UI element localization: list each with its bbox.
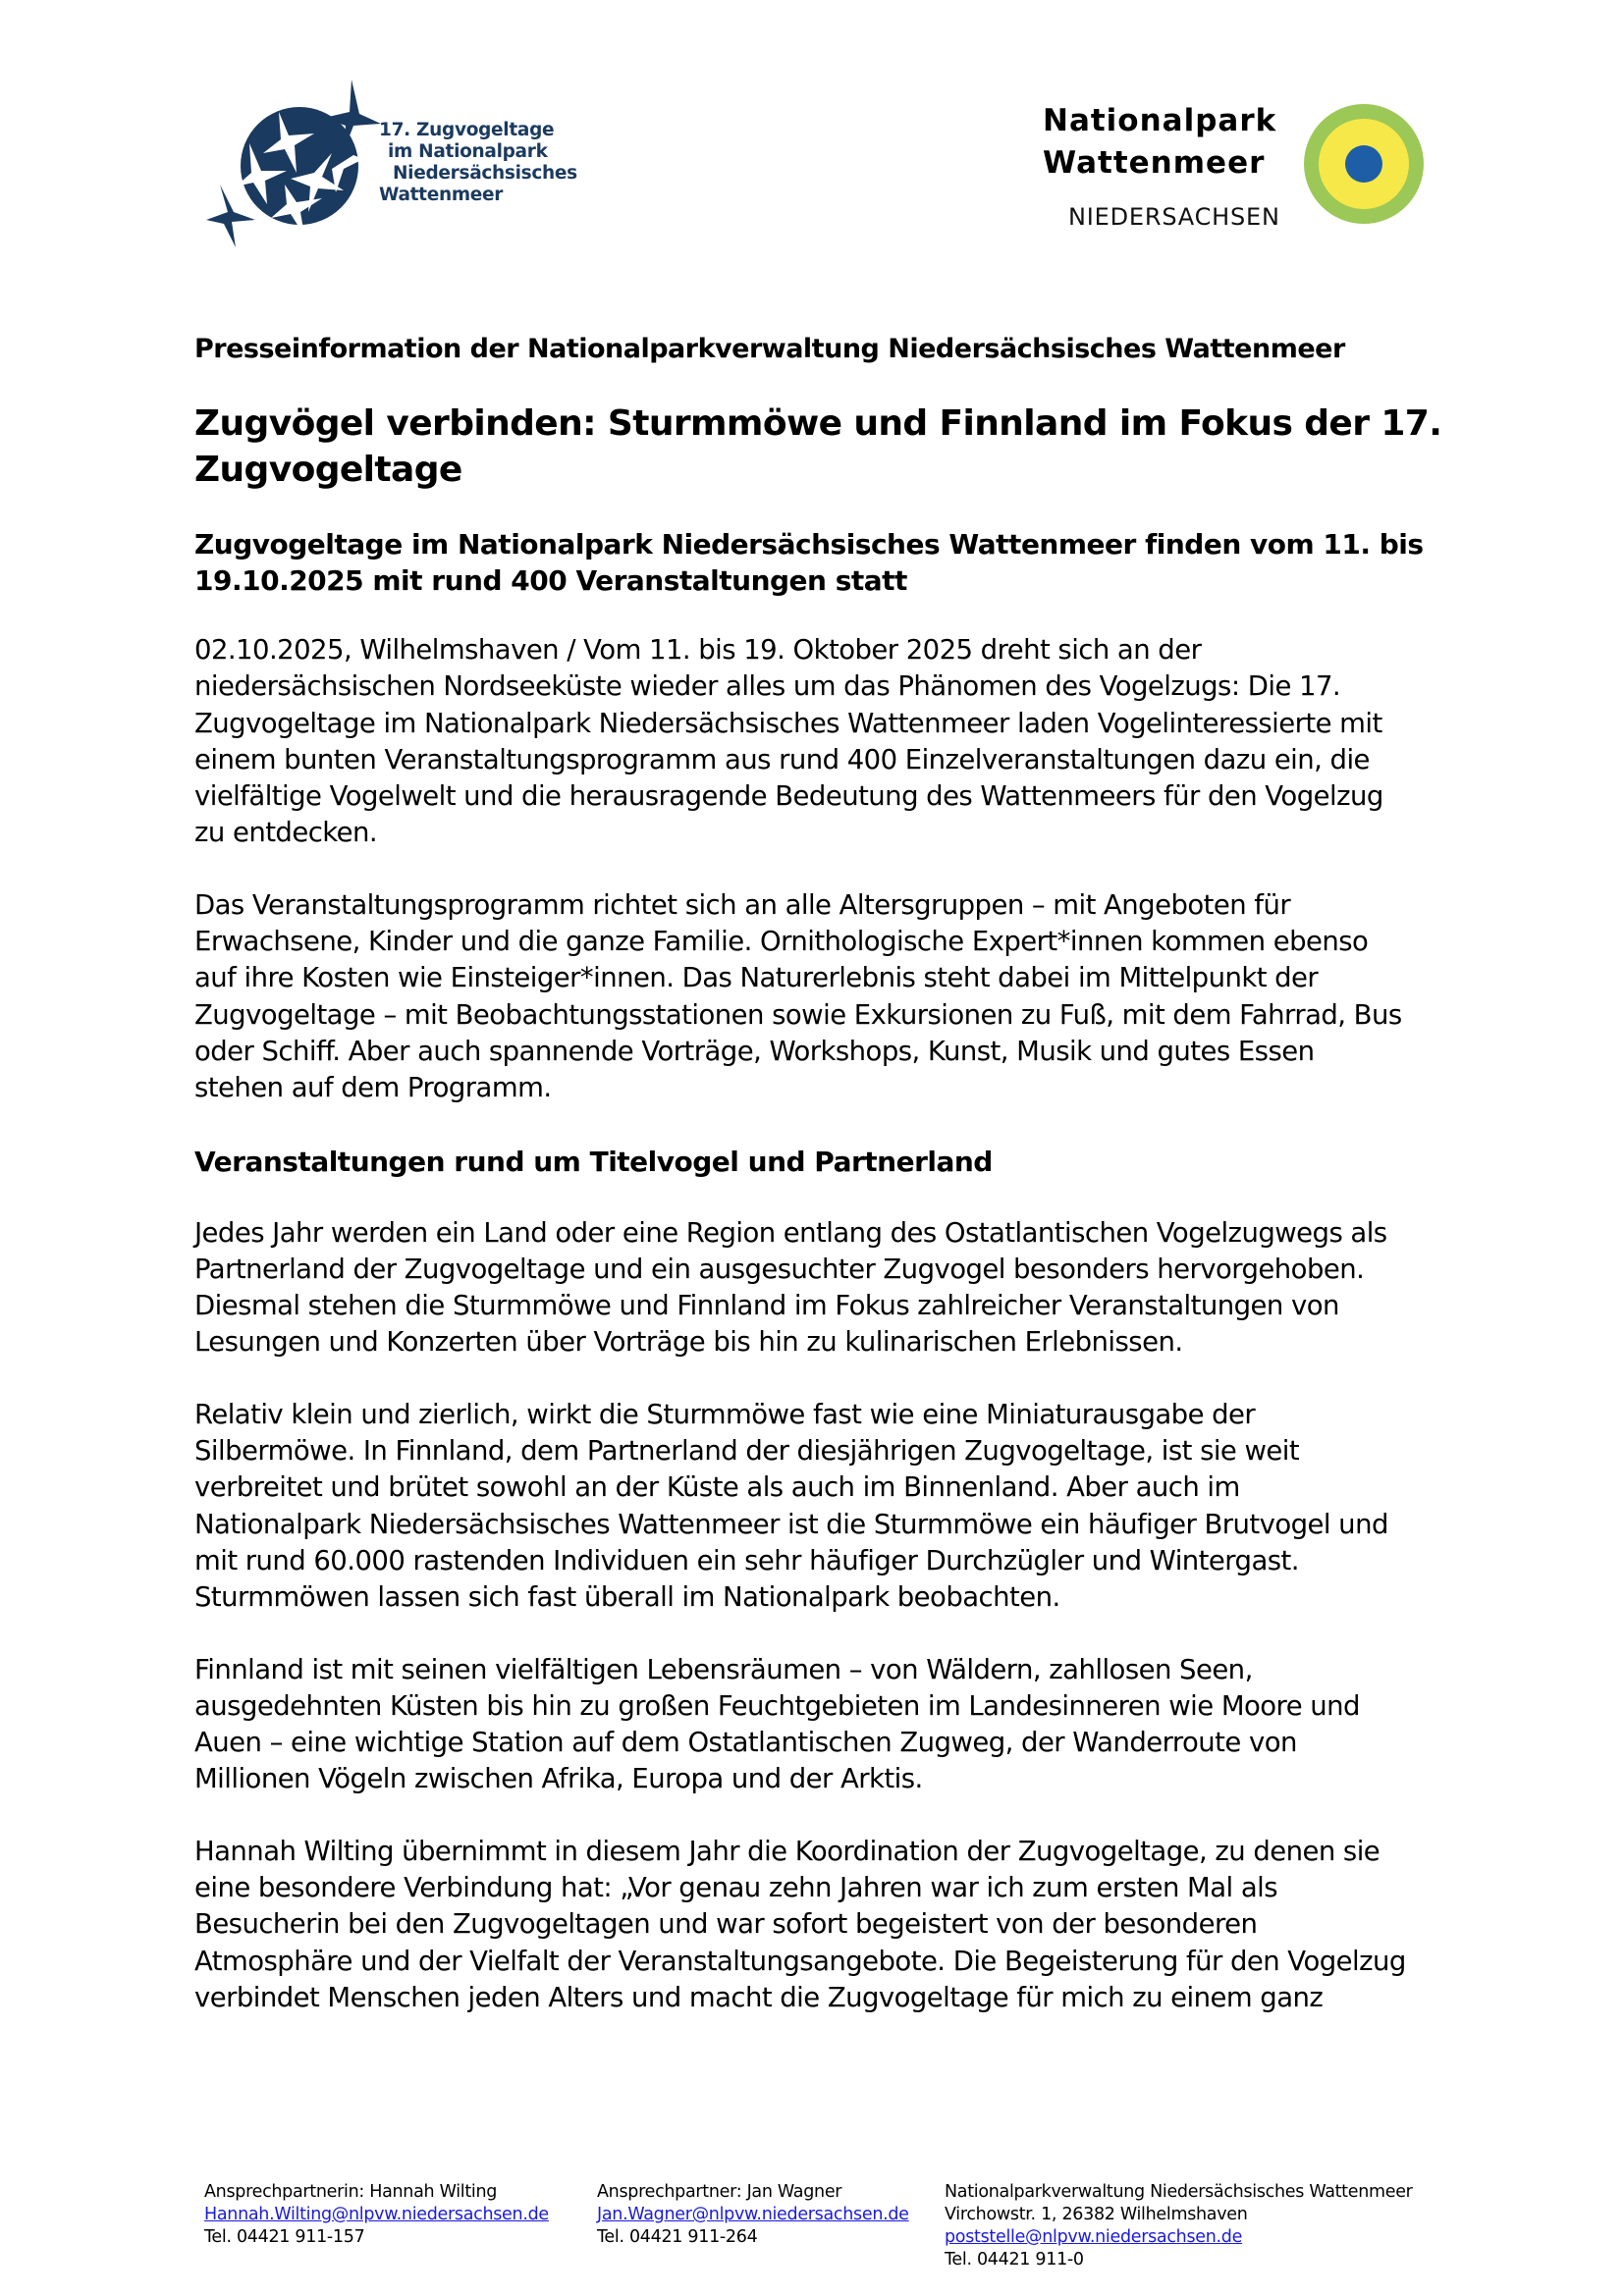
logo-line: Niedersächsisches bbox=[393, 163, 577, 184]
text-line: Lesungen und Konzerten über Vorträge bis hin zu kulinarischen Erlebnissen. bbox=[194, 1326, 1183, 1359]
logo-wordmark bbox=[1043, 100, 1276, 185]
zugvogeltage-logo-text bbox=[379, 120, 577, 206]
text-line: Besucherin bei den Zugvogeltagen und war sofort begeistert von der besonderen bbox=[194, 1908, 1258, 1941]
circle-center-dot bbox=[1345, 145, 1382, 183]
headline bbox=[194, 400, 1461, 493]
text-line: Das Veranstaltungsprogramm richtet sich an alle Altersgruppen – mit Angeboten für bbox=[194, 888, 1291, 921]
logo-line: Wattenmeer bbox=[379, 185, 504, 205]
text-line: einem bunten Veranstaltungsprogramm aus rund 400 Einzelveranstaltungen dazu ein, die bbox=[194, 743, 1370, 775]
contact-email-link[interactable]: Hannah.Wilting@nlpvw.niedersachsen.de bbox=[204, 2205, 549, 2224]
text-line: eine besondere Verbindung hat: „Vor genau zehn Jahren war ich zum ersten Mal als bbox=[194, 1872, 1277, 1904]
paragraph-intro bbox=[194, 632, 1461, 852]
org-email-link[interactable]: poststelle@nlpvw.niedersachsen.de bbox=[945, 2227, 1243, 2247]
text-line: Relativ klein und zierlich, wirkt die Sturmmöwe fast wie eine Miniaturausgabe der bbox=[194, 1398, 1256, 1430]
paragraph-finnland bbox=[194, 1652, 1461, 1798]
text-line: stehen auf dem Programm. bbox=[194, 1072, 552, 1104]
kicker: Presseinformation der Nationalparkverwaltung Niedersächsisches Wattenmeer bbox=[194, 334, 1345, 364]
text-line: Nationalpark Niedersächsisches Wattenmeer ist die Sturmmöwe ein häufiger Brutvogel und bbox=[194, 1508, 1388, 1540]
contact-email-link[interactable]: Jan.Wagner@nlpvw.niedersachsen.de bbox=[597, 2205, 909, 2224]
text-line: Hannah Wilting übernimmt in diesem Jahr die Koordination der Zugvogeltage, zu denen sie bbox=[194, 1835, 1380, 1867]
text-line: 02.10.2025, Wilhelmshaven / Vom 11. bis 19. Oktober 2025 dreht sich an der bbox=[194, 634, 1202, 666]
text-line: Diesmal stehen die Sturmmöwe und Finnland im Fokus zahlreicher Veranstaltungen von bbox=[194, 1290, 1339, 1322]
paragraph-partnerland bbox=[194, 1215, 1461, 1362]
contact-jan-wagner bbox=[597, 2181, 909, 2249]
contact-label: Ansprechpartnerin: Hannah Wilting bbox=[204, 2182, 498, 2202]
text-line: Jedes Jahr werden ein Land oder eine Region entlang des Ostatlantischen Vogelzugwegs als bbox=[194, 1216, 1387, 1249]
subheadline bbox=[194, 526, 1461, 599]
text-line: ausgedehnten Küsten bis hin zu großen Feuchtgebieten im Landesinneren wie Moore und bbox=[194, 1689, 1360, 1722]
text-line: Erwachsene, Kinder und die ganze Familie. Ornithologische Expert*innen kommen ebenso bbox=[194, 926, 1369, 958]
contact-label: Ansprechpartner: Jan Wagner bbox=[597, 2182, 842, 2202]
nationalpark-wattenmeer-logo bbox=[1031, 79, 1434, 245]
text-line: verbindet Menschen jeden Alters und macht die Zugvogeltage für mich zu einem ganz bbox=[194, 1981, 1324, 2013]
paragraph-quote bbox=[194, 1834, 1461, 2016]
text-line: niedersächsischen Nordseeküste wieder alles um das Phänomen des Vogelzugs: Die 17. bbox=[194, 670, 1341, 703]
contact-phone: Tel. 04421 911-157 bbox=[204, 2227, 365, 2247]
headline-line: Zugvogeltage bbox=[194, 450, 462, 490]
paragraph-program bbox=[194, 887, 1461, 1107]
text-line: Millionen Vögeln zwischen Afrika, Europa und der Arktis. bbox=[194, 1763, 923, 1795]
text-line: Zugvogeltage – mit Beobachtungsstationen sowie Exkursionen zu Fuß, mit dem Fahrrad, Bus bbox=[194, 998, 1402, 1031]
text-line: Finnland ist mit seinen vielfältigen Lebensräumen – von Wäldern, zahllosen Seen, bbox=[194, 1653, 1253, 1685]
text-line: zu entdecken. bbox=[194, 817, 378, 849]
target-circle-icon bbox=[1304, 104, 1424, 224]
text-line: Sturmmöwen lassen sich fast überall im Nationalpark beobachten. bbox=[194, 1581, 1060, 1614]
text-line: auf ihre Kosten wie Einsteiger*innen. Das Naturerlebnis steht dabei im Mittelpunkt der bbox=[194, 962, 1319, 994]
subheadline-line: 19.10.2025 mit rund 400 Veranstaltungen statt bbox=[194, 564, 907, 597]
contact-hannah-wilting bbox=[204, 2181, 549, 2249]
section-heading: Veranstaltungen rund um Titelvogel und Partnerland bbox=[194, 1145, 993, 1178]
contact-organization bbox=[945, 2181, 1413, 2271]
logo-wordmark-line1: Nationalpark bbox=[1043, 103, 1277, 138]
text-line: vielfältige Vogelwelt und die herausragende Bedeutung des Wattenmeers für den Vogelzug bbox=[194, 780, 1383, 813]
subheadline-line: Zugvogeltage im Nationalpark Niedersächsisches Wattenmeer finden vom 11. bis bbox=[194, 528, 1424, 561]
logo-line: 17. Zugvogeltage bbox=[379, 120, 555, 140]
headline-line: Zugvögel verbinden: Sturmmöwe und Finnland im Fokus der 17. bbox=[194, 403, 1442, 444]
text-line: Atmosphäre und der Vielfalt der Veranstaltungsangebote. Die Begeisterung für den Vogelzug bbox=[194, 1945, 1406, 1977]
zugvogeltage-logo bbox=[206, 75, 579, 251]
birds-sun-icon bbox=[206, 75, 383, 251]
org-address: Virchowstr. 1, 26382 Wilhelmshaven bbox=[945, 2205, 1248, 2224]
text-line: oder Schiff. Aber auch spannende Vorträge, Workshops, Kunst, Musik und gutes Essen bbox=[194, 1035, 1315, 1067]
contact-phone: Tel. 04421 911-264 bbox=[597, 2227, 758, 2247]
text-line: verbreitet und brütet sowohl an der Küste als auch im Binnenland. Aber auch im bbox=[194, 1471, 1240, 1504]
logo-state: NIEDERSACHSEN bbox=[1068, 203, 1280, 231]
logo-wordmark-line2: Wattenmeer bbox=[1043, 145, 1266, 181]
text-line: Zugvogeltage im Nationalpark Niedersächsisches Wattenmeer laden Vogelinteressierte mit bbox=[194, 707, 1382, 739]
text-line: Silbermöwe. In Finnland, dem Partnerland der diesjährigen Zugvogeltage, ist sie weit bbox=[194, 1435, 1300, 1468]
text-line: Auen – eine wichtige Station auf dem Ostatlantischen Zugweg, der Wanderroute von bbox=[194, 1727, 1297, 1759]
paragraph-sturmmoewe bbox=[194, 1397, 1461, 1617]
text-line: Partnerland der Zugvogeltage und ein ausgesuchter Zugvogel besonders hervorgehoben. bbox=[194, 1253, 1365, 1285]
text-line: mit rund 60.000 rastenden Individuen ein sehr häufiger Durchzügler und Wintergast. bbox=[194, 1544, 1299, 1576]
logo-line: im Nationalpark bbox=[388, 141, 548, 162]
press-release-body bbox=[194, 330, 1461, 2016]
org-phone: Tel. 04421 911-0 bbox=[945, 2250, 1084, 2269]
org-name: Nationalparkverwaltung Niedersächsisches Wattenmeer bbox=[945, 2182, 1413, 2202]
